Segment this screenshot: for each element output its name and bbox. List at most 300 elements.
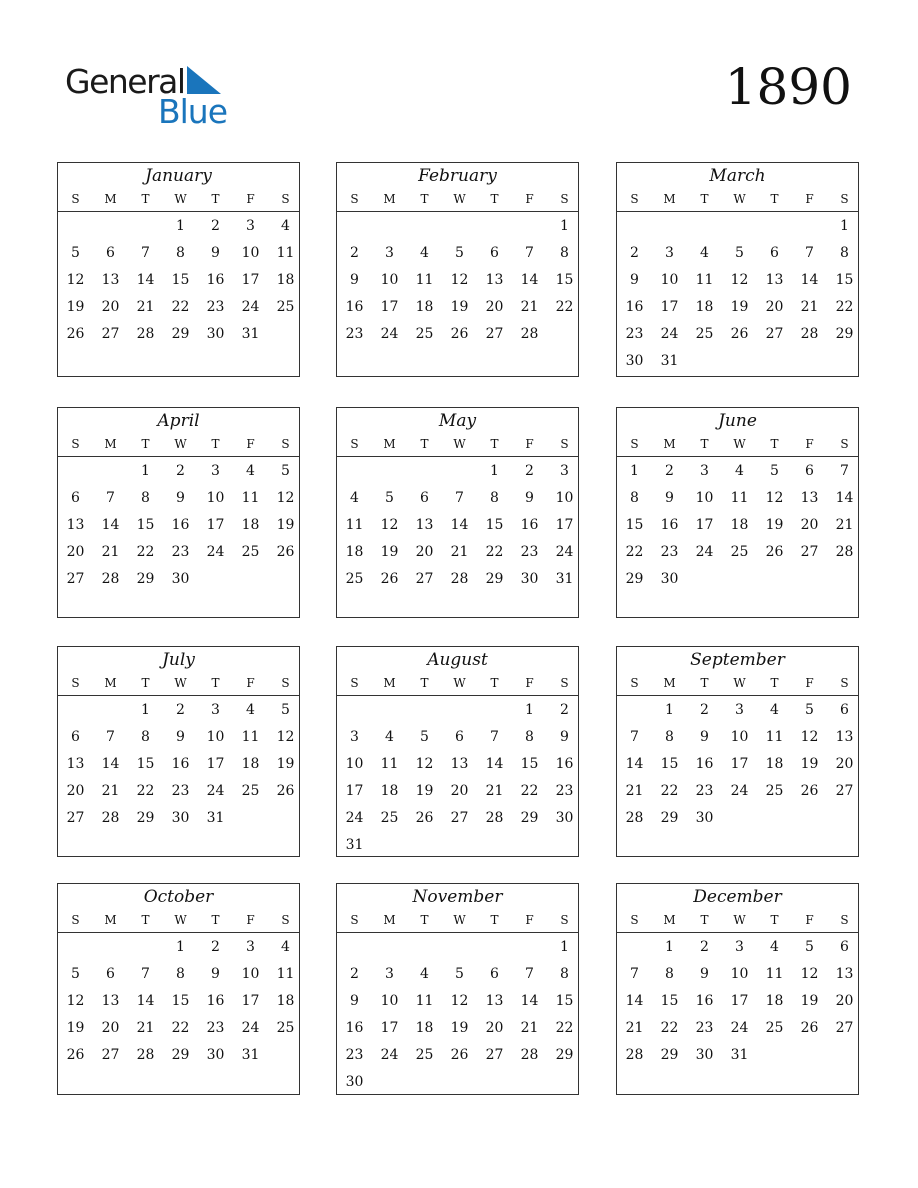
day-cell: 8 <box>141 729 150 745</box>
day-cell: 18 <box>765 993 784 1009</box>
day-cell: 20 <box>66 783 85 799</box>
day-cell: 23 <box>171 544 190 560</box>
weekday-label: T <box>141 437 150 451</box>
empty-day-cell <box>792 213 827 240</box>
day-cell: 12 <box>765 490 784 506</box>
weekday-header <box>337 908 578 933</box>
weekday-header <box>617 671 858 696</box>
day-cell: 12 <box>800 729 819 745</box>
day-cell: 11 <box>276 966 295 982</box>
day-cell: 18 <box>765 756 784 772</box>
empty-day-cell <box>722 213 757 240</box>
day-cell: 24 <box>241 299 260 315</box>
day-cell: 7 <box>106 490 115 506</box>
day-cell: 12 <box>800 966 819 982</box>
empty-day-cell <box>442 458 477 485</box>
day-cell: 1 <box>665 939 674 955</box>
day-cell: 7 <box>525 966 534 982</box>
weekday-label: T <box>490 192 499 206</box>
day-cell: 21 <box>101 783 120 799</box>
day-cell: 9 <box>525 490 534 506</box>
day-cell: 3 <box>211 702 220 718</box>
day-cell: 22 <box>520 783 539 799</box>
day-cell: 9 <box>700 729 709 745</box>
day-cell: 9 <box>700 966 709 982</box>
day-cell: 18 <box>241 517 260 533</box>
day-cell: 26 <box>800 1020 819 1036</box>
empty-day-cell <box>93 213 128 240</box>
day-cell: 30 <box>206 1047 225 1063</box>
day-cell: 27 <box>450 810 469 826</box>
day-cell: 22 <box>660 783 679 799</box>
day-cell: 10 <box>555 490 574 506</box>
weekday-label: F <box>246 192 255 206</box>
month-february <box>336 162 579 377</box>
day-cell: 5 <box>420 729 429 745</box>
weekday-label: T <box>420 192 429 206</box>
weekday-label: S <box>630 676 639 690</box>
day-cell: 17 <box>380 299 399 315</box>
day-cell: 25 <box>415 1047 434 1063</box>
weekday-label: S <box>350 913 359 927</box>
day-cell: 24 <box>345 810 364 826</box>
empty-day-cell <box>337 934 372 961</box>
day-cell: 30 <box>660 571 679 587</box>
day-cell: 31 <box>660 353 679 369</box>
day-cell: 29 <box>485 571 504 587</box>
day-cell: 3 <box>735 939 744 955</box>
day-cell: 21 <box>800 299 819 315</box>
day-grid <box>617 933 858 1069</box>
day-cell: 5 <box>735 245 744 261</box>
day-cell: 8 <box>176 245 185 261</box>
day-cell: 2 <box>630 245 639 261</box>
day-cell: 10 <box>345 756 364 772</box>
weekday-label: T <box>700 676 709 690</box>
weekday-label: F <box>805 913 814 927</box>
month-title: April <box>157 411 200 431</box>
weekday-label: T <box>770 913 779 927</box>
weekday-label: T <box>490 676 499 690</box>
weekday-label: T <box>211 913 220 927</box>
day-cell: 7 <box>630 966 639 982</box>
weekday-label: M <box>663 676 676 690</box>
weekday-label: T <box>700 913 709 927</box>
empty-day-cell <box>477 934 512 961</box>
day-cell: 14 <box>835 490 854 506</box>
empty-day-cell <box>442 934 477 961</box>
weekday-label: M <box>383 676 396 690</box>
day-cell: 26 <box>800 783 819 799</box>
day-cell: 11 <box>415 272 434 288</box>
weekday-label: S <box>281 437 290 451</box>
day-cell: 7 <box>141 245 150 261</box>
day-cell: 19 <box>800 993 819 1009</box>
day-cell: 15 <box>555 993 574 1009</box>
day-cell: 19 <box>730 299 749 315</box>
empty-day-cell <box>407 934 442 961</box>
day-cell: 29 <box>136 571 155 587</box>
day-cell: 7 <box>455 490 464 506</box>
weekday-label: M <box>383 192 396 206</box>
day-cell: 20 <box>415 544 434 560</box>
day-cell: 3 <box>385 966 394 982</box>
month-june <box>616 407 859 618</box>
day-cell: 1 <box>560 218 569 234</box>
day-cell: 24 <box>380 326 399 342</box>
day-cell: 30 <box>171 571 190 587</box>
day-cell: 13 <box>101 272 120 288</box>
weekday-label: S <box>840 913 849 927</box>
day-cell: 26 <box>450 1047 469 1063</box>
day-cell: 11 <box>241 729 260 745</box>
day-cell: 14 <box>101 517 120 533</box>
day-cell: 16 <box>171 517 190 533</box>
weekday-label: S <box>281 192 290 206</box>
day-cell: 19 <box>276 756 295 772</box>
day-cell: 14 <box>136 272 155 288</box>
day-cell: 18 <box>345 544 364 560</box>
day-cell: 17 <box>241 993 260 1009</box>
day-cell: 26 <box>276 544 295 560</box>
day-cell: 27 <box>765 326 784 342</box>
day-cell: 8 <box>560 245 569 261</box>
weekday-label: M <box>104 192 117 206</box>
day-cell: 31 <box>345 837 364 853</box>
day-cell: 3 <box>211 463 220 479</box>
weekday-label: F <box>525 437 534 451</box>
day-cell: 2 <box>350 245 359 261</box>
day-cell: 10 <box>380 272 399 288</box>
day-cell: 3 <box>385 245 394 261</box>
weekday-label: F <box>525 192 534 206</box>
day-cell: 4 <box>420 966 429 982</box>
day-cell: 16 <box>171 756 190 772</box>
day-cell: 29 <box>625 571 644 587</box>
day-cell: 29 <box>835 326 854 342</box>
day-cell: 14 <box>800 272 819 288</box>
day-cell: 15 <box>520 756 539 772</box>
empty-day-cell <box>442 697 477 724</box>
day-cell: 30 <box>206 326 225 342</box>
day-cell: 4 <box>246 463 255 479</box>
weekday-label: S <box>560 437 569 451</box>
day-cell: 16 <box>345 299 364 315</box>
day-cell: 19 <box>800 756 819 772</box>
day-cell: 9 <box>176 729 185 745</box>
day-cell: 20 <box>101 299 120 315</box>
day-cell: 14 <box>625 993 644 1009</box>
day-cell: 13 <box>485 272 504 288</box>
empty-day-cell <box>58 697 93 724</box>
day-cell: 1 <box>141 463 150 479</box>
weekday-label: S <box>560 913 569 927</box>
empty-day-cell <box>93 458 128 485</box>
day-cell: 12 <box>276 729 295 745</box>
day-cell: 17 <box>730 993 749 1009</box>
day-cell: 8 <box>176 966 185 982</box>
day-cell: 29 <box>520 810 539 826</box>
day-cell: 6 <box>71 729 80 745</box>
day-cell: 8 <box>141 490 150 506</box>
day-cell: 28 <box>800 326 819 342</box>
weekday-label: T <box>211 676 220 690</box>
month-march <box>616 162 859 377</box>
month-july <box>57 646 300 857</box>
day-cell: 3 <box>246 939 255 955</box>
day-cell: 13 <box>415 517 434 533</box>
month-title: March <box>709 166 766 186</box>
day-cell: 7 <box>141 966 150 982</box>
day-cell: 12 <box>380 517 399 533</box>
weekday-label: T <box>141 192 150 206</box>
weekday-label: S <box>630 192 639 206</box>
month-november <box>336 883 579 1095</box>
day-cell: 24 <box>241 1020 260 1036</box>
day-cell: 2 <box>211 939 220 955</box>
empty-day-cell <box>512 213 547 240</box>
day-cell: 15 <box>485 517 504 533</box>
weekday-label: M <box>663 192 676 206</box>
day-cell: 1 <box>490 463 499 479</box>
weekday-label: T <box>700 437 709 451</box>
day-cell: 6 <box>805 463 814 479</box>
weekday-header <box>617 908 858 933</box>
day-cell: 28 <box>520 1047 539 1063</box>
day-cell: 13 <box>66 756 85 772</box>
day-cell: 8 <box>665 729 674 745</box>
weekday-label: T <box>420 913 429 927</box>
day-cell: 16 <box>520 517 539 533</box>
day-cell: 1 <box>630 463 639 479</box>
day-cell: 27 <box>415 571 434 587</box>
day-cell: 10 <box>206 729 225 745</box>
weekday-label: W <box>733 676 746 690</box>
day-cell: 22 <box>625 544 644 560</box>
weekday-label: W <box>733 192 746 206</box>
weekday-label: F <box>805 676 814 690</box>
empty-day-cell <box>58 458 93 485</box>
day-cell: 27 <box>800 544 819 560</box>
day-cell: 18 <box>415 299 434 315</box>
day-cell: 25 <box>241 544 260 560</box>
day-cell: 19 <box>415 783 434 799</box>
empty-day-cell <box>617 934 652 961</box>
day-cell: 13 <box>800 490 819 506</box>
day-cell: 20 <box>800 517 819 533</box>
day-cell: 25 <box>276 299 295 315</box>
day-cell: 16 <box>206 272 225 288</box>
day-cell: 24 <box>730 783 749 799</box>
day-cell: 17 <box>206 756 225 772</box>
weekday-label: T <box>700 192 709 206</box>
empty-day-cell <box>372 458 407 485</box>
day-cell: 4 <box>735 463 744 479</box>
weekday-label: W <box>174 192 187 206</box>
empty-day-cell <box>477 697 512 724</box>
day-cell: 16 <box>206 993 225 1009</box>
day-cell: 6 <box>106 245 115 261</box>
day-cell: 27 <box>101 326 120 342</box>
day-cell: 11 <box>415 993 434 1009</box>
day-cell: 13 <box>101 993 120 1009</box>
day-cell: 15 <box>171 272 190 288</box>
month-january <box>57 162 300 377</box>
day-cell: 16 <box>555 756 574 772</box>
day-grid <box>337 457 578 593</box>
empty-day-cell <box>652 213 687 240</box>
day-cell: 20 <box>450 783 469 799</box>
day-cell: 30 <box>555 810 574 826</box>
day-cell: 26 <box>765 544 784 560</box>
day-cell: 4 <box>350 490 359 506</box>
empty-day-cell <box>617 697 652 724</box>
day-cell: 1 <box>840 218 849 234</box>
day-cell: 25 <box>765 1020 784 1036</box>
day-cell: 3 <box>350 729 359 745</box>
day-cell: 10 <box>730 966 749 982</box>
day-cell: 9 <box>665 490 674 506</box>
empty-day-cell <box>58 213 93 240</box>
day-cell: 27 <box>485 1047 504 1063</box>
weekday-label: S <box>281 913 290 927</box>
day-grid <box>617 696 858 832</box>
day-cell: 19 <box>66 1020 85 1036</box>
empty-day-cell <box>337 697 372 724</box>
empty-day-cell <box>58 934 93 961</box>
weekday-label: T <box>770 437 779 451</box>
day-cell: 31 <box>730 1047 749 1063</box>
day-cell: 31 <box>206 810 225 826</box>
day-grid <box>617 457 858 593</box>
day-cell: 16 <box>625 299 644 315</box>
day-cell: 23 <box>695 783 714 799</box>
empty-day-cell <box>757 213 792 240</box>
day-cell: 10 <box>730 729 749 745</box>
weekday-header <box>337 432 578 457</box>
day-cell: 26 <box>415 810 434 826</box>
weekday-header <box>58 187 299 212</box>
weekday-label: M <box>104 676 117 690</box>
weekday-label: S <box>71 676 80 690</box>
weekday-header <box>337 671 578 696</box>
weekday-label: T <box>420 676 429 690</box>
day-grid <box>58 212 299 348</box>
weekday-label: S <box>350 192 359 206</box>
day-cell: 30 <box>695 1047 714 1063</box>
day-cell: 18 <box>415 1020 434 1036</box>
day-cell: 18 <box>241 756 260 772</box>
day-cell: 1 <box>560 939 569 955</box>
day-cell: 31 <box>241 326 260 342</box>
month-title: May <box>438 411 477 431</box>
day-cell: 28 <box>450 571 469 587</box>
day-cell: 25 <box>345 571 364 587</box>
day-cell: 23 <box>345 1047 364 1063</box>
day-cell: 8 <box>560 966 569 982</box>
day-cell: 14 <box>485 756 504 772</box>
day-grid <box>337 212 578 348</box>
day-grid <box>617 212 858 375</box>
day-cell: 23 <box>520 544 539 560</box>
day-cell: 23 <box>555 783 574 799</box>
day-cell: 24 <box>206 783 225 799</box>
weekday-label: W <box>453 437 466 451</box>
weekday-header <box>617 187 858 212</box>
month-august <box>336 646 579 857</box>
day-cell: 21 <box>520 1020 539 1036</box>
day-cell: 13 <box>835 966 854 982</box>
day-cell: 28 <box>485 810 504 826</box>
day-cell: 7 <box>805 245 814 261</box>
empty-day-cell <box>128 934 163 961</box>
weekday-label: S <box>350 676 359 690</box>
day-cell: 5 <box>770 463 779 479</box>
weekday-label: S <box>71 913 80 927</box>
weekday-label: F <box>246 913 255 927</box>
day-cell: 23 <box>345 326 364 342</box>
empty-day-cell <box>93 934 128 961</box>
weekday-label: T <box>211 437 220 451</box>
day-cell: 24 <box>660 326 679 342</box>
day-cell: 15 <box>660 756 679 772</box>
day-cell: 2 <box>525 463 534 479</box>
day-cell: 21 <box>136 1020 155 1036</box>
month-september <box>616 646 859 857</box>
day-cell: 16 <box>345 1020 364 1036</box>
day-cell: 10 <box>695 490 714 506</box>
weekday-header <box>58 908 299 933</box>
day-cell: 21 <box>485 783 504 799</box>
day-cell: 20 <box>835 993 854 1009</box>
day-cell: 12 <box>415 756 434 772</box>
day-cell: 25 <box>241 783 260 799</box>
day-cell: 23 <box>171 783 190 799</box>
weekday-label: S <box>560 192 569 206</box>
weekday-label: T <box>490 437 499 451</box>
day-cell: 16 <box>695 756 714 772</box>
weekday-label: T <box>490 913 499 927</box>
day-cell: 26 <box>66 326 85 342</box>
day-cell: 30 <box>345 1074 364 1090</box>
day-cell: 27 <box>66 810 85 826</box>
day-cell: 18 <box>276 993 295 1009</box>
day-cell: 10 <box>660 272 679 288</box>
day-cell: 4 <box>420 245 429 261</box>
month-may <box>336 407 579 618</box>
day-cell: 20 <box>835 756 854 772</box>
day-cell: 2 <box>176 702 185 718</box>
day-cell: 15 <box>136 517 155 533</box>
weekday-label: W <box>453 192 466 206</box>
weekday-label: S <box>840 437 849 451</box>
day-cell: 23 <box>695 1020 714 1036</box>
day-cell: 2 <box>211 218 220 234</box>
day-cell: 5 <box>805 939 814 955</box>
day-cell: 4 <box>700 245 709 261</box>
empty-day-cell <box>477 213 512 240</box>
day-cell: 28 <box>101 571 120 587</box>
day-cell: 17 <box>345 783 364 799</box>
day-cell: 6 <box>106 966 115 982</box>
day-cell: 15 <box>555 272 574 288</box>
day-cell: 20 <box>485 299 504 315</box>
day-grid <box>337 696 578 859</box>
day-cell: 1 <box>176 939 185 955</box>
day-cell: 17 <box>241 272 260 288</box>
day-cell: 1 <box>525 702 534 718</box>
day-cell: 11 <box>345 517 364 533</box>
